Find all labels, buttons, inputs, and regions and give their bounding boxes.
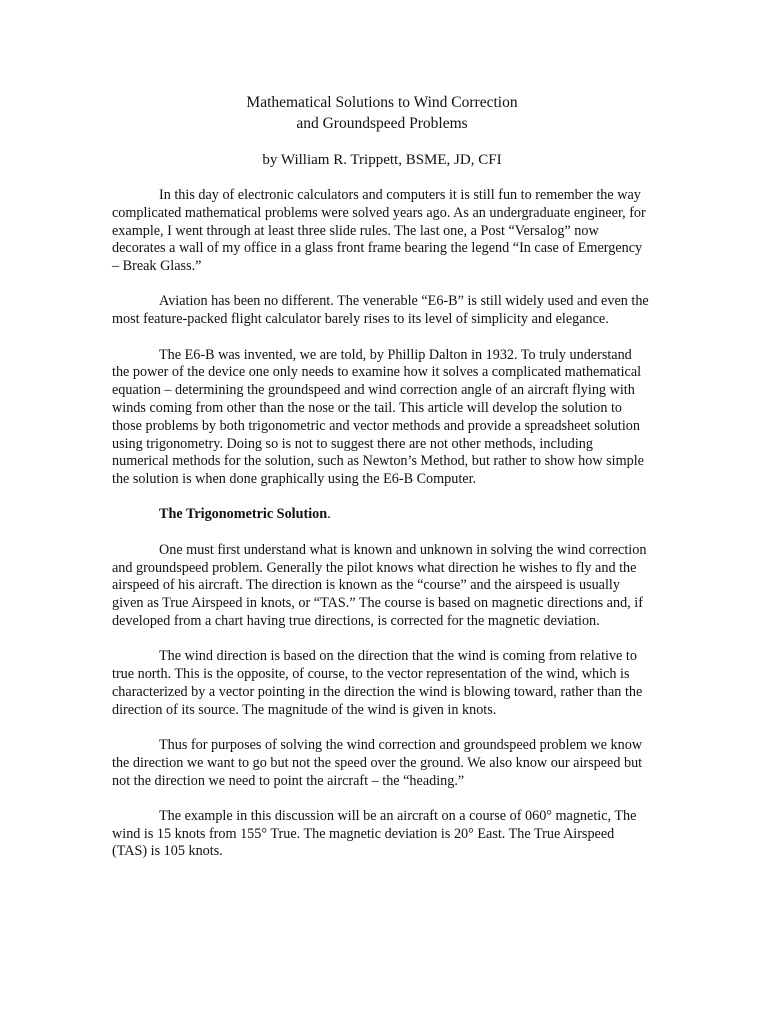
paragraph-known-unknown: One must first understand what is known and unknown in solving the wind correction and groundspeed problem. Generally the pilot knows what direction he wishes to fly and the airspeed of his aircraft. The direction is known as the “course” and the airspeed is usually given as True Airspeed in knots, or “TAS.” The course is based on magnetic directions and, if developed from a chart having true directions, is corrected for the magnetic deviation. — [112, 541, 647, 629]
title-line-1: Mathematical Solutions to Wind Correction — [246, 94, 518, 111]
document-page — [112, 92, 652, 879]
section-heading-text: The Trigonometric Solution — [159, 506, 328, 523]
paragraph-aviation: Aviation has been no different. The venerable “E6-B” is still widely used and even the most feature-packed flight calculator barely rises to its level of simplicity and elegance. — [112, 293, 649, 328]
section-heading-period: . — [327, 506, 331, 523]
paragraph-wind-direction: The wind direction is based on the direction that the wind is coming from relative to true north. This is the opposite, of course, to the vector representation of the wind, which is characterized by a vector pointing in the direction the wind is blowing toward, rather than the direction of its source. The magnitude of the wind is given in knots. — [112, 648, 643, 718]
title-line-2: and Groundspeed Problems — [296, 115, 468, 132]
paragraph-e6b-history: The E6-B was invented, we are told, by Phillip Dalton in 1932. To truly understand the power of the device one only needs to examine how it solves a complicated mathematical equation – determining the groundspeed and wind correction angle of an aircraft flying with winds coming from other than the nose or the tail. This article will develop the solution to those problems by both trigonometric and vector methods and provide a spreadsheet solution using trigonometry. Doing so is not to suggest there are not other methods, including numerical methods for the solution, such as Newton’s Method, but rather to show how simple the solution is when done graphically using the E6-B Computer. — [112, 346, 644, 488]
section-heading — [112, 506, 652, 524]
paragraph-intro: In this day of electronic calculators and computers it is still fun to remember the way complicated mathematical problems were solved years ago. As an undergraduate engineer, for example, I went through at least three slide rules. The last one, a Post “Versalog” now decorates a wall of my office in a glass front frame bearing the legend “In case of Emergency – Break Glass.” — [112, 187, 646, 275]
document-title — [112, 92, 652, 134]
paragraph-purposes: Thus for purposes of solving the wind correction and groundspeed problem we know the direction we want to go but not the speed over the ground. We also know our airspeed but not the direction we need to point the aircraft – the “heading.” — [112, 736, 643, 789]
paragraph-example: The example in this discussion will be an aircraft on a course of 060° magnetic, The wind is 15 knots from 155° True. The magnetic deviation is 20° East. The True Airspeed (TAS) is 105 knots. — [112, 807, 637, 860]
author-byline: by William R. Trippett, BSME, JD, CFI — [262, 152, 502, 168]
